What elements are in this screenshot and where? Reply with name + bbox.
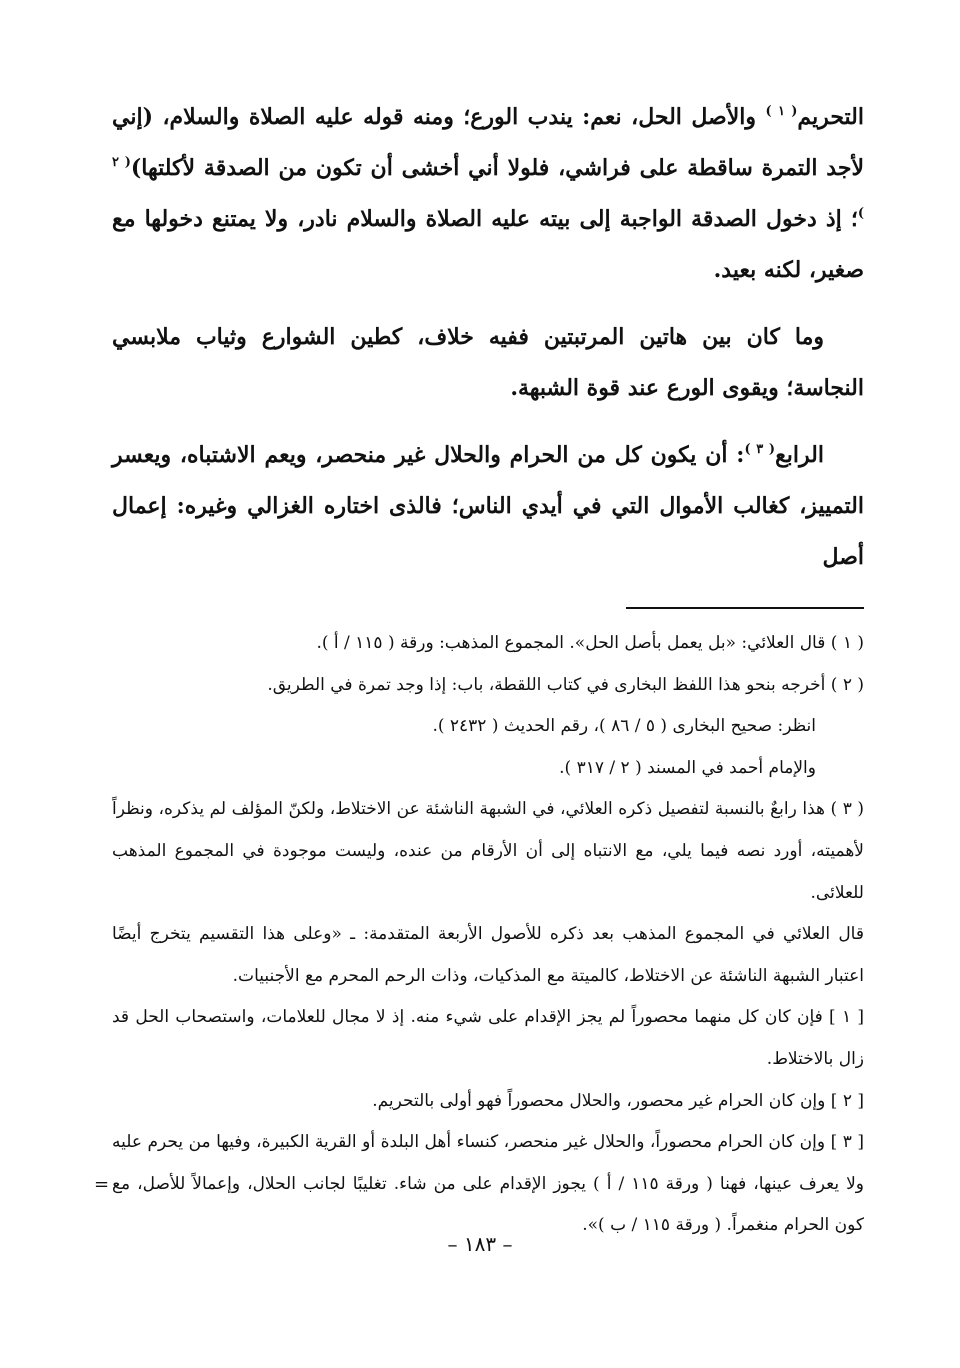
footnote-marker-1: ( ١ )	[765, 104, 798, 119]
paragraph-1	[112, 92, 864, 296]
footnote-2-ref-ahmad: والإمام أحمد في المسند ( ٢ / ٣١٧ ).	[559, 757, 816, 778]
main-text	[112, 92, 864, 583]
page-body	[112, 92, 864, 1247]
footnote-3: ( ٣ ) هذا رابعٌ بالنسبة لتفصيل ذكره العلائي، في الشبهة الناشئة عن الاختلاط، ولكنّ المؤلف لم يذكره، ونظراً لأهميته، أورد نصه فيما يلي، مع الانتباه إلى أن الأرقام من عنده، وليست موجودة في المجموع المذهب للعلائى.	[112, 799, 865, 903]
footnote-1: ( ١ ) قال العلائي: «بل يعمل بأصل الحل». المجموع المذهب: ورقة ( ١١٥ / أ ).	[316, 633, 864, 653]
p1-start: التحريم	[797, 104, 864, 130]
p1-middle: والأصل الحل، نعم: يندب الورع؛ ومنه قوله عليه الصلاة والسلام، (إني لأجد التمرة ساقطة على فراشي، فلولا أني أخشى أن تكون من الصدقة لأكلتها)	[112, 104, 864, 181]
footnote-marker-3: ( ٣ )	[744, 442, 776, 457]
footnote-3-case-1: [ ١ ] فإن كان كل منهما محصوراً لم يجز الإقدام على شيء منه. إذ لا مجال للعلامات، واستصحاب الحل قد زال بالاختلاط.	[112, 1007, 864, 1069]
paragraph-2: وما كان بين هاتين المرتبتين ففيه خلاف، كطين الشوارع وثياب ملابسي النجاسة؛ ويقوى الورع عند قوة الشبهة.	[112, 324, 864, 401]
page-number: – ١٨٣ –	[447, 1232, 513, 1256]
paragraph-3	[112, 430, 864, 583]
continuation-mark: =	[94, 1174, 110, 1195]
footnotes	[112, 623, 864, 1247]
footnote-3-case-3: [ ٣ ] وإن كان الحرام محصوراً، والحلال غير منحصر، كنساء أهل البلدة أو القرية الكبيرة، وفيها من يحرم عليه ولا يعرف عينها، فهنا ( ورقة ١١٥ / أ ) يجوز الإقدام على من شاء. تغليبًا لجانب الحلال، وإعمالاً للأصل، مع كون الحرام منغمراً. ( ورقة ١١٥ / ب )».	[112, 1132, 864, 1236]
footnote-3-quote: قال العلائي في المجموع المذهب بعد ذكره للأصول الأربعة المتقدمة: ـ «وعلى هذا التقسيم يتخرج أيضًا اعتبار الشبهة الناشئة عن الاختلاط، كالميتة مع المذكيات، وذات الرحم المحرم مع الأجنبيات.	[112, 924, 864, 986]
footnote-2: ( ٢ ) أخرجه بنحو هذا اللفظ البخارى في كتاب اللقطة، باب: إذا وجد تمرة في الطريق.	[267, 674, 864, 695]
p3-end: : أن يكون كل من الحرام والحلال غير منحصر، ويعم الاشتباه، ويعسر التمييز، كغالب الأموال التي في أيدي الناس؛ فالذى اختاره الغزالي وغيره: إعمال أصل	[112, 442, 864, 570]
footnote-2-ref-bukhari: انظر: صحيح البخارى ( ٥ / ٨٦ )، رقم الحديث ( ٢٤٣٢ ).	[432, 716, 816, 737]
footnote-separator-wrap	[112, 599, 864, 623]
p3-start: الرابع	[775, 442, 824, 468]
footnote-3-case-2: [ ٢ ] وإن كان الحرام غير محصور، والحلال محصوراً فهو أولى بالتحريم.	[372, 1090, 864, 1111]
p1-end: ؛ إذ دخول الصدقة الواجبة إلى بيته عليه الصلاة والسلام نادر، ولا يمتنع دخولها مع صغير، لكنه بعيد.	[112, 206, 864, 283]
footnote-marker-2: ( ٢ )	[112, 155, 864, 221]
footnote-separator	[626, 607, 864, 609]
